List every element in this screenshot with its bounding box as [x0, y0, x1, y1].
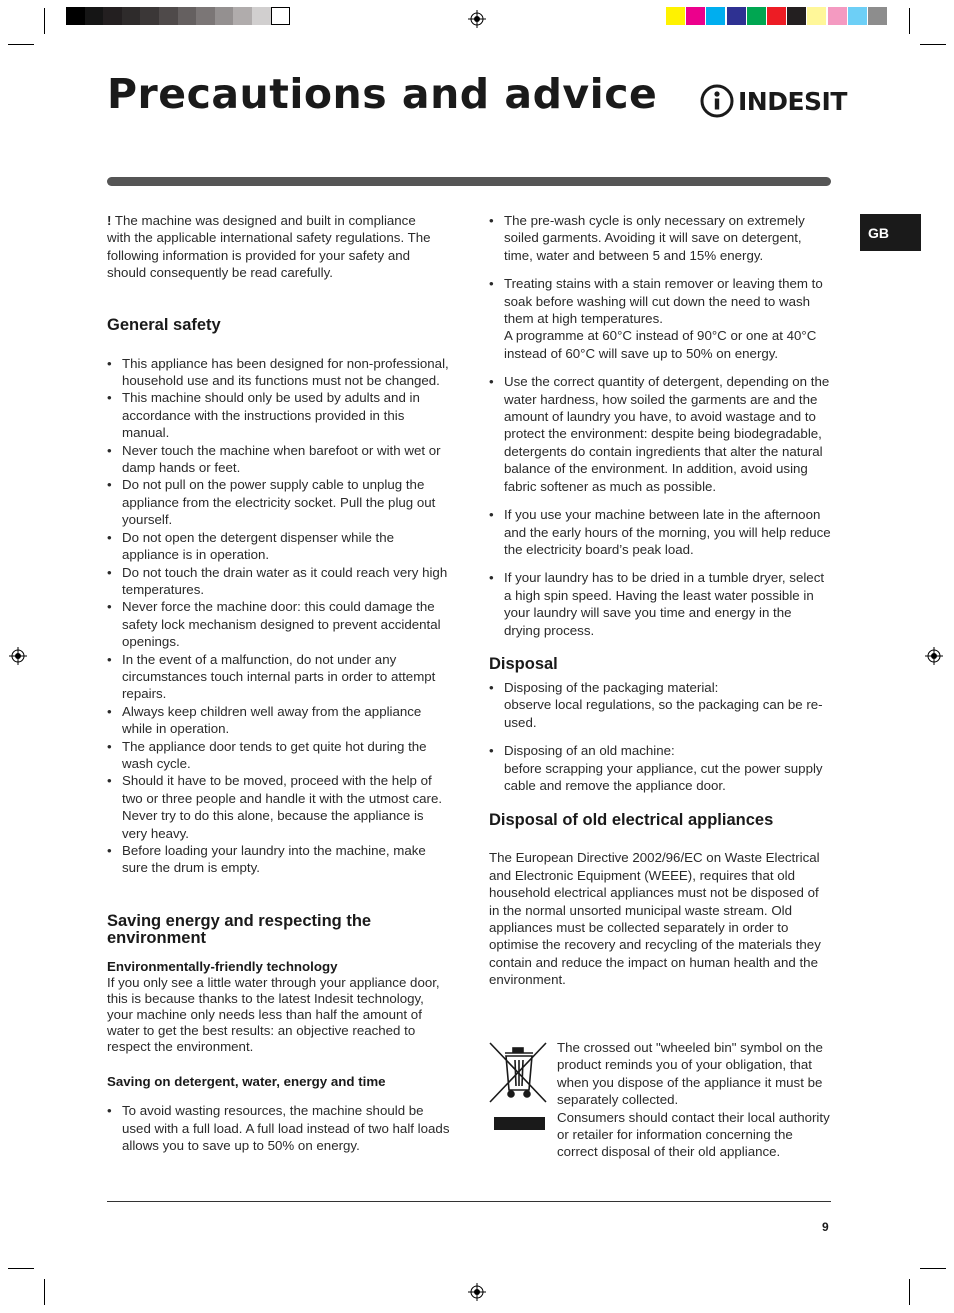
left-column: [107, 212, 452, 1154]
color-swatch: [666, 7, 685, 25]
list-item: • The pre-wash cycle is only necessary on extremely soiled garments. Avoiding it will save on detergent, time, water and between 5 and 15% energy.: [489, 212, 831, 264]
disposal-list: [489, 679, 831, 794]
brand-logo: [700, 82, 847, 120]
list-item: • Should it have to be moved, proceed with the help of two or three people and handle it with the utmost care. Never try to do this alone, because the appliance is very heavy.: [107, 772, 452, 842]
list-item: • In the event of a malfunction, do not under any circumstances touch internal parts in order to attempt repairs.: [107, 651, 452, 703]
crop-mark: [8, 1268, 34, 1269]
list-item: • Disposing of an old machine: before scrapping your appliance, cut the power supply cable and remove the appliance door.: [489, 742, 831, 794]
color-swatch: [848, 7, 867, 25]
weee-text: The European Directive 2002/96/EC on Waste Electrical and Electronic Equipment (WEEE), requires that old household electrical appliances must not be disposed of in the normal unsorted municipal waste stream. Old appliances must be collected separately in order to optimise the recovery and recycling of the materials they contain and reduce the impact on human health and the environment.: [489, 850, 821, 988]
right-column: [489, 212, 831, 989]
color-swatch: [868, 7, 887, 25]
registration-mark-icon: [468, 10, 486, 28]
list-item: • Always keep children well away from the appliance while in operation.: [107, 703, 452, 738]
crossed-wheeled-bin-icon: [489, 1042, 547, 1132]
footer-divider: [107, 1201, 831, 1202]
crop-mark: [920, 44, 946, 45]
list-item: • If your laundry has to be dried in a tumble dryer, select a high spin speed. Having the least water possible in your laundry will save you time and energy in the drying process.: [489, 569, 831, 639]
list-item: • Never touch the machine when barefoot or with wet or damp hands or feet.: [107, 442, 452, 477]
list-item: • If you use your machine between late in the afternoon and the early hours of the morning, you will help reduce the electricity board’s peak load.: [489, 506, 831, 558]
list-item: • Disposing of the packaging material: observe local regulations, so the packaging can be re-used.: [489, 679, 831, 731]
header-divider-bar: [107, 177, 831, 186]
list-item: • Before loading your laundry into the machine, make sure the drum is empty.: [107, 842, 452, 877]
color-swatch: [271, 7, 290, 25]
weee-heading: Disposal of old electrical appliances: [489, 811, 774, 830]
color-swatch: [706, 7, 725, 25]
eco-technology-heading: Environmentally-friendly technology: [107, 958, 338, 974]
page-number: 9: [822, 1220, 829, 1234]
color-swatch: [196, 7, 215, 25]
crop-mark: [909, 8, 910, 34]
color-swatch: [767, 7, 786, 25]
general-safety-heading: General safety: [107, 315, 221, 334]
color-swatch: [66, 7, 85, 25]
saving-list-left: [107, 1102, 452, 1154]
color-swatch: [747, 7, 766, 25]
list-item: • This appliance has been designed for non-professional, household use and its functions must not be changed.: [107, 355, 452, 390]
color-swatch: [686, 7, 705, 25]
language-tab: GB: [860, 214, 921, 251]
indesit-logo-icon: [700, 84, 734, 118]
color-swatch: [233, 7, 252, 25]
color-swatch: [252, 7, 271, 25]
color-swatch: [807, 7, 826, 25]
color-swatch: [215, 7, 234, 25]
brand-name: INDESIT: [738, 86, 847, 116]
list-item: • Do not touch the drain water as it could reach very high temperatures.: [107, 564, 452, 599]
color-swatch: [85, 7, 104, 25]
disposal-heading: Disposal: [489, 654, 558, 673]
color-swatch: [140, 7, 159, 25]
color-swatch: [159, 7, 178, 25]
crop-mark: [44, 8, 45, 34]
list-item: • Treating stains with a stain remover or leaving them to soak before washing will cut down the need to wash them at high temperatures. A programme at 60°C instead of 90°C or one at 40°C instead of 60°C will save up to 50% on energy.: [489, 275, 831, 362]
intro-paragraph: ! The machine was designed and built in compliance with the applicable international safety regulations. The following information is provided for your safety and should consequently be read carefully.: [107, 213, 431, 281]
general-safety-list: [107, 355, 452, 877]
page-title: Precautions and advice: [107, 70, 658, 118]
color-swatch: [727, 7, 746, 25]
list-item: • Never force the machine door: this could damage the safety lock mechanism designed to prevent accidental openings.: [107, 598, 452, 650]
saving-detergent-heading: Saving on detergent, water, energy and time: [107, 1073, 386, 1089]
eco-technology-text: If you only see a little water through your appliance door, this is because thanks to the latest Indesit technology, your machine only needs less than half the amount of water to get the best results: an objective reached to respect the environment.: [107, 974, 440, 1054]
list-item: • The appliance door tends to get quite hot during the wash cycle.: [107, 738, 452, 773]
list-item: • This machine should only be used by adults and in accordance with the instructions provided in this manual.: [107, 389, 452, 441]
color-swatch: [178, 7, 197, 25]
warning-mark: !: [107, 213, 112, 228]
color-swatch: [828, 7, 847, 25]
list-item: • To avoid wasting resources, the machine should be used with a full load. A full load instead of two half loads allows you to save up to 50% on energy.: [107, 1102, 452, 1154]
color-swatch: [103, 7, 122, 25]
registration-mark-icon: [468, 1283, 486, 1301]
crop-mark: [44, 1279, 45, 1305]
crop-mark: [909, 1279, 910, 1305]
list-item: • Use the correct quantity of detergent, depending on the water hardness, how soiled the garments are and the amount of laundry you have, to avoid wastage and to protect the environment: despite being biodegradable, detergents do contain ingredients that alter the natural balance of the environment. In addition, avoid using fabric softener as much as possible.: [489, 373, 831, 495]
crop-mark: [920, 1268, 946, 1269]
list-item: • Do not pull on the power supply cable to unplug the appliance from the electricity socket. Pull the plug out yourself.: [107, 476, 452, 528]
weee-bin-text: The crossed out "wheeled bin" symbol on the product reminds you of your obligation, that when you dispose of the appliance it must be separately collected. Consumers should contact their local authority or retailer for information concerning the correct disposal of their old appliance.: [557, 1040, 830, 1160]
list-item: • Do not open the detergent dispenser while the appliance is in operation.: [107, 529, 452, 564]
color-swatch: [122, 7, 141, 25]
saving-energy-heading: Saving energy and respecting the environment: [107, 911, 372, 947]
registration-mark-icon: [9, 647, 27, 665]
registration-mark-icon: [925, 647, 943, 665]
color-swatch: [787, 7, 806, 25]
crop-mark: [8, 44, 34, 45]
saving-list-right: [489, 212, 831, 639]
